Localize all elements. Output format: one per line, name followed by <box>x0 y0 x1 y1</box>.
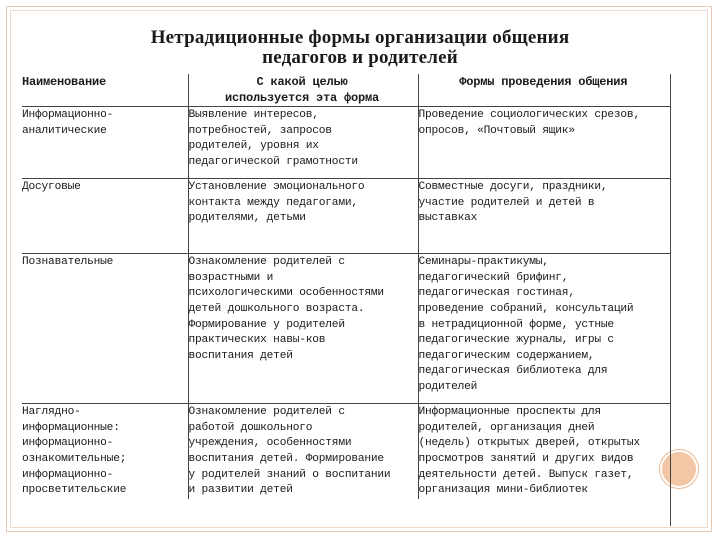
table-row <box>22 107 670 179</box>
cell-forms: Семинары-практикумы, педагогический брифинг, педагогическая гостиная, проведение собраний, консультаций в нетрадиционной форме, устные педагогические журналы, игры с педагогическим содержанием, педагогическая библиотека для родителей <box>418 254 670 404</box>
cell-forms: Проведение социологических срезов, опросов, «Почтовый ящик» <box>418 107 670 179</box>
table-header-row <box>22 74 670 107</box>
header-purpose: С какой целью используется эта форма <box>188 74 418 107</box>
table-row <box>22 404 670 499</box>
cell-purpose: Ознакомление родителей с работой дошкольного учреждения, особенностями воспитания детей. Формирование у родителей знаний о воспитании и развитии детей <box>188 404 418 499</box>
table-right-border <box>670 74 671 526</box>
cell-forms: Информационные проспекты для родителей, организация дней (недель) открытых дверей, открытых просмотров занятий и других видов деятельности детей. Выпуск газет, организация мини-библиотек <box>418 404 670 499</box>
cell-purpose: Выявление интересов, потребностей, запросов родителей, уровня их педагогической грамотности <box>188 107 418 179</box>
table-row <box>22 254 670 404</box>
forms-table <box>22 74 670 499</box>
header-forms: Формы проведения общения <box>418 74 670 107</box>
cell-purpose: Ознакомление родителей с возрастными и психологическими особенностями детей дошкольного возраста. Формирование у родителей практических навы-ков воспитания детей <box>188 254 418 404</box>
cell-purpose: Установление эмоционального контакта между педагогами, родителями, детьми <box>188 179 418 254</box>
cell-name: Познавательные <box>22 254 188 404</box>
slide-title: Нетрадиционные формы организации общения педагогов и родителей <box>150 27 570 68</box>
cell-name: Информационно- аналитические <box>22 107 188 179</box>
cell-name: Досуговые <box>22 179 188 254</box>
cell-forms: Совместные досуги, праздники, участие родителей и детей в выставках <box>418 179 670 254</box>
table-row <box>22 179 670 254</box>
cell-name: Наглядно- информационные: информационно- ознакомительные; информационно- просветительские <box>22 406 127 497</box>
header-name: Наименование <box>22 74 188 107</box>
